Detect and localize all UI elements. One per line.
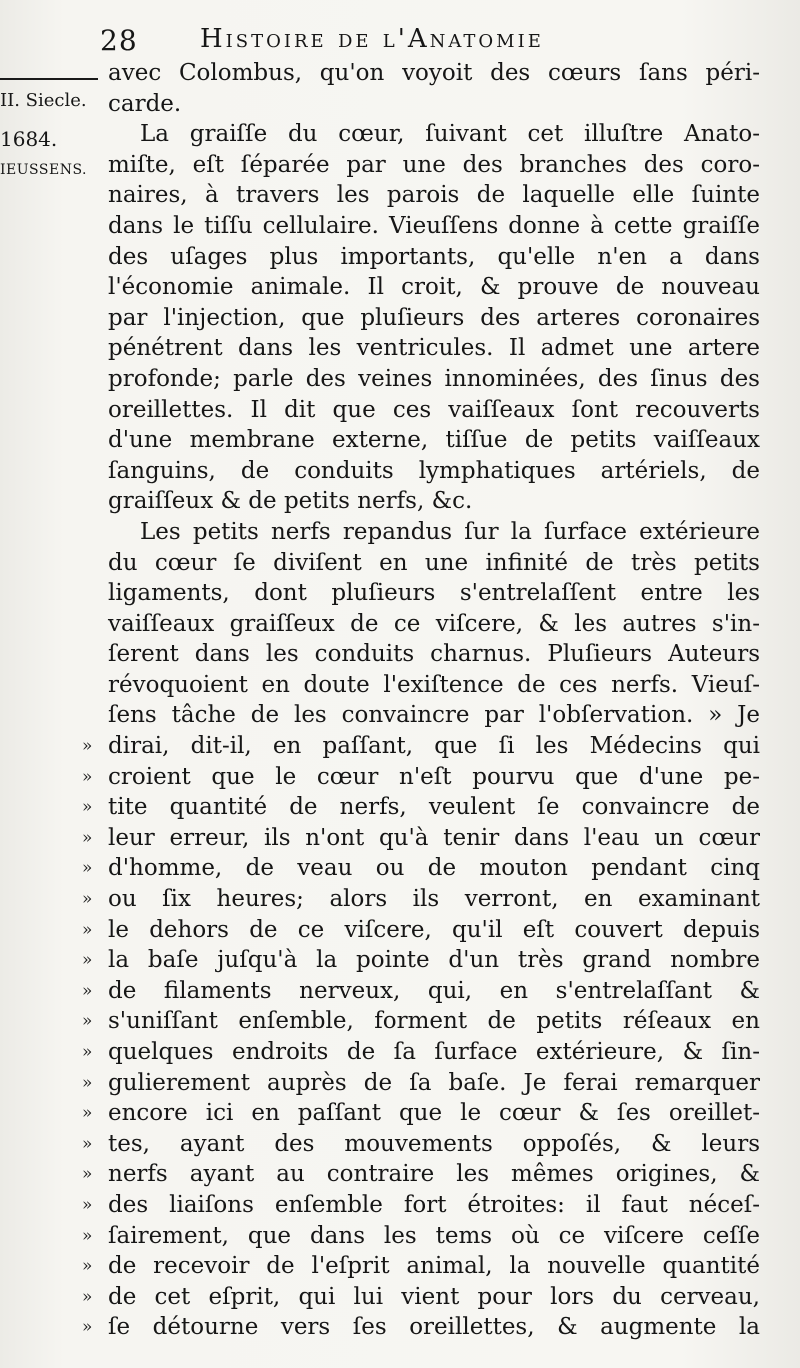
line-text: ſanguins, de conduits lymphatiques artériels, de xyxy=(108,457,760,484)
line-text: de filaments nerveux, qui, en s'entrelaſſant & xyxy=(108,977,760,1004)
text-line xyxy=(108,180,760,211)
margin-note-author: IEUSSENS. xyxy=(0,162,87,178)
quote-mark: » xyxy=(82,1011,93,1032)
quote-mark: » xyxy=(82,919,93,940)
text-line xyxy=(108,670,760,701)
line-text: vaiſſeaux graiſſeux de ce viſcere, & les autres s'in- xyxy=(108,610,760,637)
line-text: miſte, eſt ſéparée par une des branches des coro- xyxy=(108,151,760,178)
line-text: des uſages plus importants, qu'elle n'en a dans xyxy=(108,243,760,270)
text-line xyxy=(108,119,760,150)
text-line xyxy=(108,639,760,670)
text-line xyxy=(82,762,760,793)
text-line xyxy=(82,853,760,884)
line-text: ſerent dans les conduits charnus. Pluſieurs Auteurs xyxy=(108,641,760,668)
quote-mark: » xyxy=(82,858,93,879)
text-line xyxy=(108,425,760,456)
text-line xyxy=(82,1129,760,1160)
text-line xyxy=(108,89,760,120)
quote-mark: » xyxy=(82,1164,93,1185)
text-line xyxy=(82,1159,760,1190)
text-line xyxy=(108,303,760,334)
body-text xyxy=(82,58,760,1343)
line-text: d'une membrane externe, tiſſue de petits vaiſſeaux xyxy=(108,427,760,454)
line-text: s'uniſſant enſemble, forment de petits réſeaux en xyxy=(108,1008,760,1035)
line-text: le dehors de ce viſcere, qu'il eſt couvert depuis xyxy=(108,916,760,943)
text-line xyxy=(108,242,760,273)
line-text: gulierement auprès de ſa baſe. Je ferai remarquer xyxy=(108,1069,760,1096)
text-line xyxy=(108,548,760,579)
text-line xyxy=(108,333,760,364)
quote-mark: » xyxy=(82,889,93,910)
line-text: Les petits nerfs repandus ſur la ſurface extérieure xyxy=(140,518,760,545)
line-text: de recevoir de l'eſprit animal, la nouvelle quantité xyxy=(108,1253,760,1280)
line-text: pénétrent dans les ventricules. Il admet une artere xyxy=(108,335,760,362)
text-line xyxy=(82,1190,760,1221)
text-line xyxy=(82,915,760,946)
text-line xyxy=(82,976,760,1007)
text-line xyxy=(82,945,760,976)
line-text: carde. xyxy=(108,90,182,117)
quote-mark: » xyxy=(82,766,93,787)
line-text: de cet eſprit, qui lui vient pour lors du cerveau, xyxy=(108,1283,760,1310)
text-line xyxy=(108,578,760,609)
line-text: naires, à travers les parois de laquelle elle ſuinte xyxy=(108,182,760,209)
text-line xyxy=(108,58,760,89)
text-line xyxy=(108,150,760,181)
line-text: révoquoient en doute l'exiſtence de ces nerfs. Vieuſ- xyxy=(108,671,760,698)
text-line xyxy=(82,1221,760,1252)
line-text: des liaiſons enſemble fort étroites: il faut néceſ- xyxy=(108,1191,760,1218)
line-text: graiſſeux & de petits nerfs, &c. xyxy=(108,488,473,515)
line-text: ſens tâche de les convaincre par l'obſervation. » Je xyxy=(108,702,760,729)
quote-mark: » xyxy=(82,1194,93,1215)
line-text: profonde; parle des veines innominées, des ſinus des xyxy=(108,365,760,392)
line-text: encore ici en paſſant que le cœur & ſes oreillet- xyxy=(108,1100,760,1127)
running-head: Histoire de l'Anatomie xyxy=(200,24,544,54)
line-text: ligaments, dont pluſieurs s'entrelaſſent entre les xyxy=(108,580,760,607)
quote-mark: » xyxy=(82,1286,93,1307)
text-line xyxy=(82,792,760,823)
text-line xyxy=(108,609,760,640)
quote-mark: » xyxy=(82,736,93,757)
text-line xyxy=(108,272,760,303)
text-line xyxy=(82,1312,760,1343)
line-text: quelques endroits de ſa ſurface extérieure, & ſin- xyxy=(108,1039,760,1065)
text-line xyxy=(82,884,760,915)
line-text: par l'injection, que pluſieurs des arteres coronaires xyxy=(108,304,760,331)
margin-note-year: 1684. xyxy=(0,127,58,151)
text-line xyxy=(108,211,760,242)
line-text: avec Colombus, qu'on voyoit des cœurs ſans péri- xyxy=(108,60,760,86)
text-line xyxy=(108,700,760,731)
quote-mark: » xyxy=(82,797,93,818)
quote-mark: » xyxy=(82,827,93,848)
line-text: l'économie animale. Il croit, & prouve de nouveau xyxy=(108,274,760,301)
quote-mark: » xyxy=(82,1103,93,1124)
line-text: leur erreur, ils n'ont qu'à tenir dans l'eau un cœur xyxy=(108,824,760,851)
text-line xyxy=(108,517,760,548)
text-line xyxy=(82,1006,760,1037)
quote-mark: » xyxy=(82,1317,93,1338)
line-text: d'homme, de veau ou de mouton pendant cinq xyxy=(108,855,760,882)
line-text: dirai, dit-il, en paſſant, que ſi les Médecins qui xyxy=(108,733,760,760)
line-text: dans le tiſſu cellulaire. Vieuſſens donne à cette graiſſe xyxy=(108,212,760,239)
quote-mark: » xyxy=(82,980,93,1001)
text-line xyxy=(82,1037,760,1068)
quote-mark: » xyxy=(82,1256,93,1277)
line-text: ſairement, que dans les tems où ce viſcere ceſſe xyxy=(108,1222,760,1249)
line-text: La graiſſe du cœur, ſuivant cet illuſtre Anato- xyxy=(140,121,760,148)
text-line xyxy=(108,486,760,517)
text-line xyxy=(82,823,760,854)
line-text: oreillettes. Il dit que ces vaiſſeaux ſont recouverts xyxy=(108,396,760,423)
page-header xyxy=(0,22,800,62)
line-text: tes, ayant des mouvements oppoſés, & leurs xyxy=(108,1130,760,1157)
quote-mark: » xyxy=(82,950,93,971)
quote-mark: » xyxy=(82,1072,93,1093)
quote-mark: » xyxy=(82,1133,93,1154)
line-text: nerfs ayant au contraire les mêmes origines, & xyxy=(108,1161,760,1188)
line-text: tite quantité de nerfs, veulent ſe convaincre de xyxy=(108,794,760,821)
line-text: ou ſix heures; alors ils verront, en examinant xyxy=(108,886,760,913)
text-line xyxy=(82,1282,760,1313)
quote-mark: » xyxy=(82,1042,93,1062)
text-line xyxy=(108,395,760,426)
line-text: ſe détourne vers ſes oreillettes, & augmente la xyxy=(108,1314,760,1341)
text-line xyxy=(82,1068,760,1099)
text-line xyxy=(82,1098,760,1129)
text-line xyxy=(82,1251,760,1282)
margin-rule xyxy=(0,78,98,80)
page-number: 28 xyxy=(100,24,138,57)
line-text: croient que le cœur n'eſt pourvu que d'une pe- xyxy=(108,763,760,790)
margin-note-century: II. Siecle. xyxy=(0,90,87,111)
text-line xyxy=(82,731,760,762)
text-line xyxy=(108,456,760,487)
line-text: la baſe juſqu'à la pointe d'un très grand nombre xyxy=(108,947,760,974)
line-text: du cœur ſe diviſent en une infinité de très petits xyxy=(108,549,760,576)
quote-mark: » xyxy=(82,1225,93,1246)
text-line xyxy=(108,364,760,395)
